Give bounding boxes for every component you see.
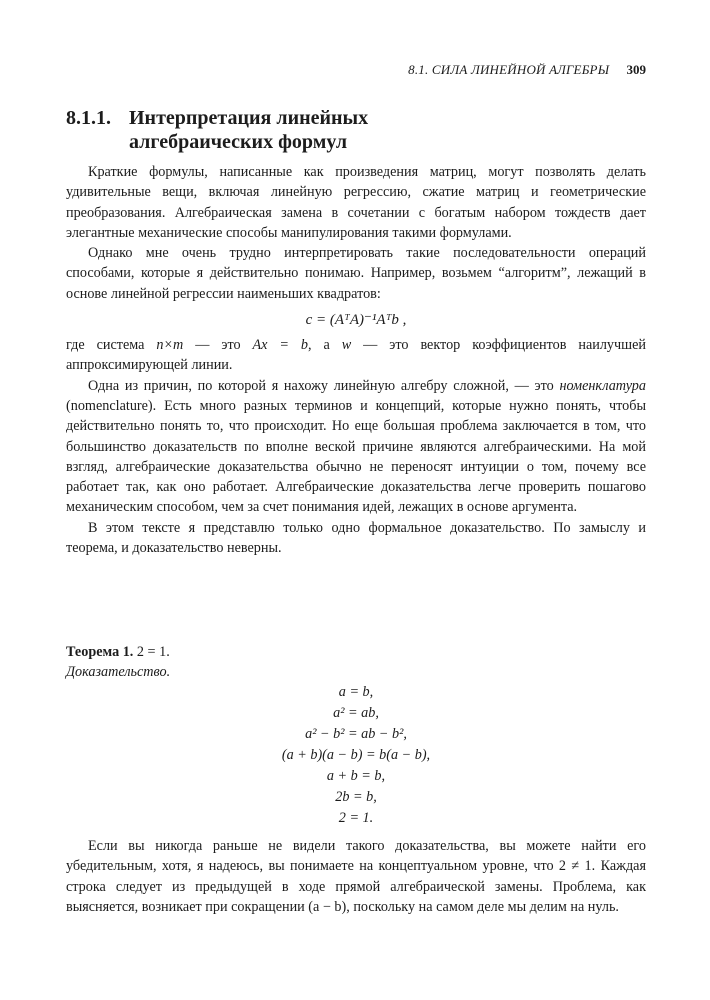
paragraph-4-text-a: Одна из причин, по которой я нахожу линейную алгебру сложной, — это (88, 377, 560, 394)
paragraph-4 (66, 376, 646, 518)
theorem-block (66, 642, 646, 683)
derivation-line: 2 = 1. (338, 810, 374, 826)
page-number: 309 (626, 62, 646, 77)
section-heading (66, 106, 646, 154)
running-head-title: 8.1. СИЛА ЛИНЕЙНОЙ АЛГЕБРЫ (408, 62, 610, 77)
proof-label: Доказательство. (66, 664, 171, 681)
section-title-line2: алгебраических формул (129, 131, 348, 153)
paragraph-3-text-a: где система (66, 337, 157, 354)
paragraph-3-equation: Ax = b (252, 337, 309, 354)
paragraph-6: Если вы никогда раньше не видели такого доказательства, вы можете найти его убедительным, хотя, я надеюсь, вы понимаете на концептуальном уровне, что 2 ≠ 1. Каждая строка следует из предыдущей в ходе прямой алгебраической замены. Проблема, как выясняется, возникает при сокращении (a − b), поскольку на самом деле мы делим на нуль. (66, 838, 646, 915)
formula-least-squares: c = (AᵀA)⁻¹Aᵀb , (305, 312, 407, 329)
paragraph-3-text-b: — это (183, 337, 253, 354)
running-head (408, 62, 646, 78)
derivation-line: 2b = b, (335, 789, 377, 805)
paragraph-4-text-b: (nomenclature). Есть много разных терминов и концепций, которые нужно понять, чтобы действительно понять то, что происходит. Но еще большая проблема заключается в том, что большинство доказательств по вполне веской причине являются алгебраическими. На мой взгляд, алгебраические доказательства обычно не переносят интуиции о том, почему все работает так, как оно работает. Алгебраические доказательства легче проверить пошагово механическим способом, чем за счет понимания идей, лежащих в основе аргумента. (66, 397, 646, 516)
paragraph-3-dims: n×m (156, 337, 184, 354)
derivation-line: a² = ab, (333, 705, 379, 721)
paragraph-5: В этом тексте я представлю только одно формальное доказательство. По замыслу и теорема, и доказательство неверны. (66, 519, 646, 557)
derivation (66, 682, 646, 829)
derivation-line: a + b = b, (326, 768, 386, 784)
paragraph-3-text-c: , а (308, 337, 342, 354)
paragraph-1: Краткие формулы, написанные как произведения матриц, могут позволять делать удивительные вещи, включая линейную регрессию, сжатие матриц и геометрические преобразования. Алгебраическая замена в сочетании с богатым набором тождеств дает элегантные механические способы манипулирования такими формулами. (66, 164, 646, 241)
derivation-line: a² − b² = ab − b², (305, 726, 407, 742)
paragraph-2: Однако мне очень трудно интерпретировать такие последовательности операций способами, которые я действительно понимаю. Например, возьмем “алгоритм”, лежащий в основе линейной регрессии наименьших квадратов: (66, 245, 646, 302)
derivation-line: (a + b)(a − b) = b(a − b), (281, 747, 431, 763)
body-text (66, 162, 646, 558)
paragraph-3 (66, 335, 646, 376)
paragraph-4-term: номенклатура (559, 377, 646, 394)
closing-text (66, 836, 646, 917)
section-number: 8.1.1. (66, 107, 111, 129)
section-title-line1: Интерпретация линейных (129, 107, 369, 129)
paragraph-3-text-d: — это вектор коэффициентов наилучшей аппроксимирующей линии. (66, 337, 646, 374)
theorem-label: Теорема 1. (66, 644, 134, 660)
theorem-line (66, 642, 646, 662)
paragraph-3-w: w (341, 337, 352, 354)
theorem-statement: 2 = 1. (133, 644, 170, 660)
book-page (66, 0, 646, 1000)
derivation-line: a = b, (338, 684, 374, 700)
